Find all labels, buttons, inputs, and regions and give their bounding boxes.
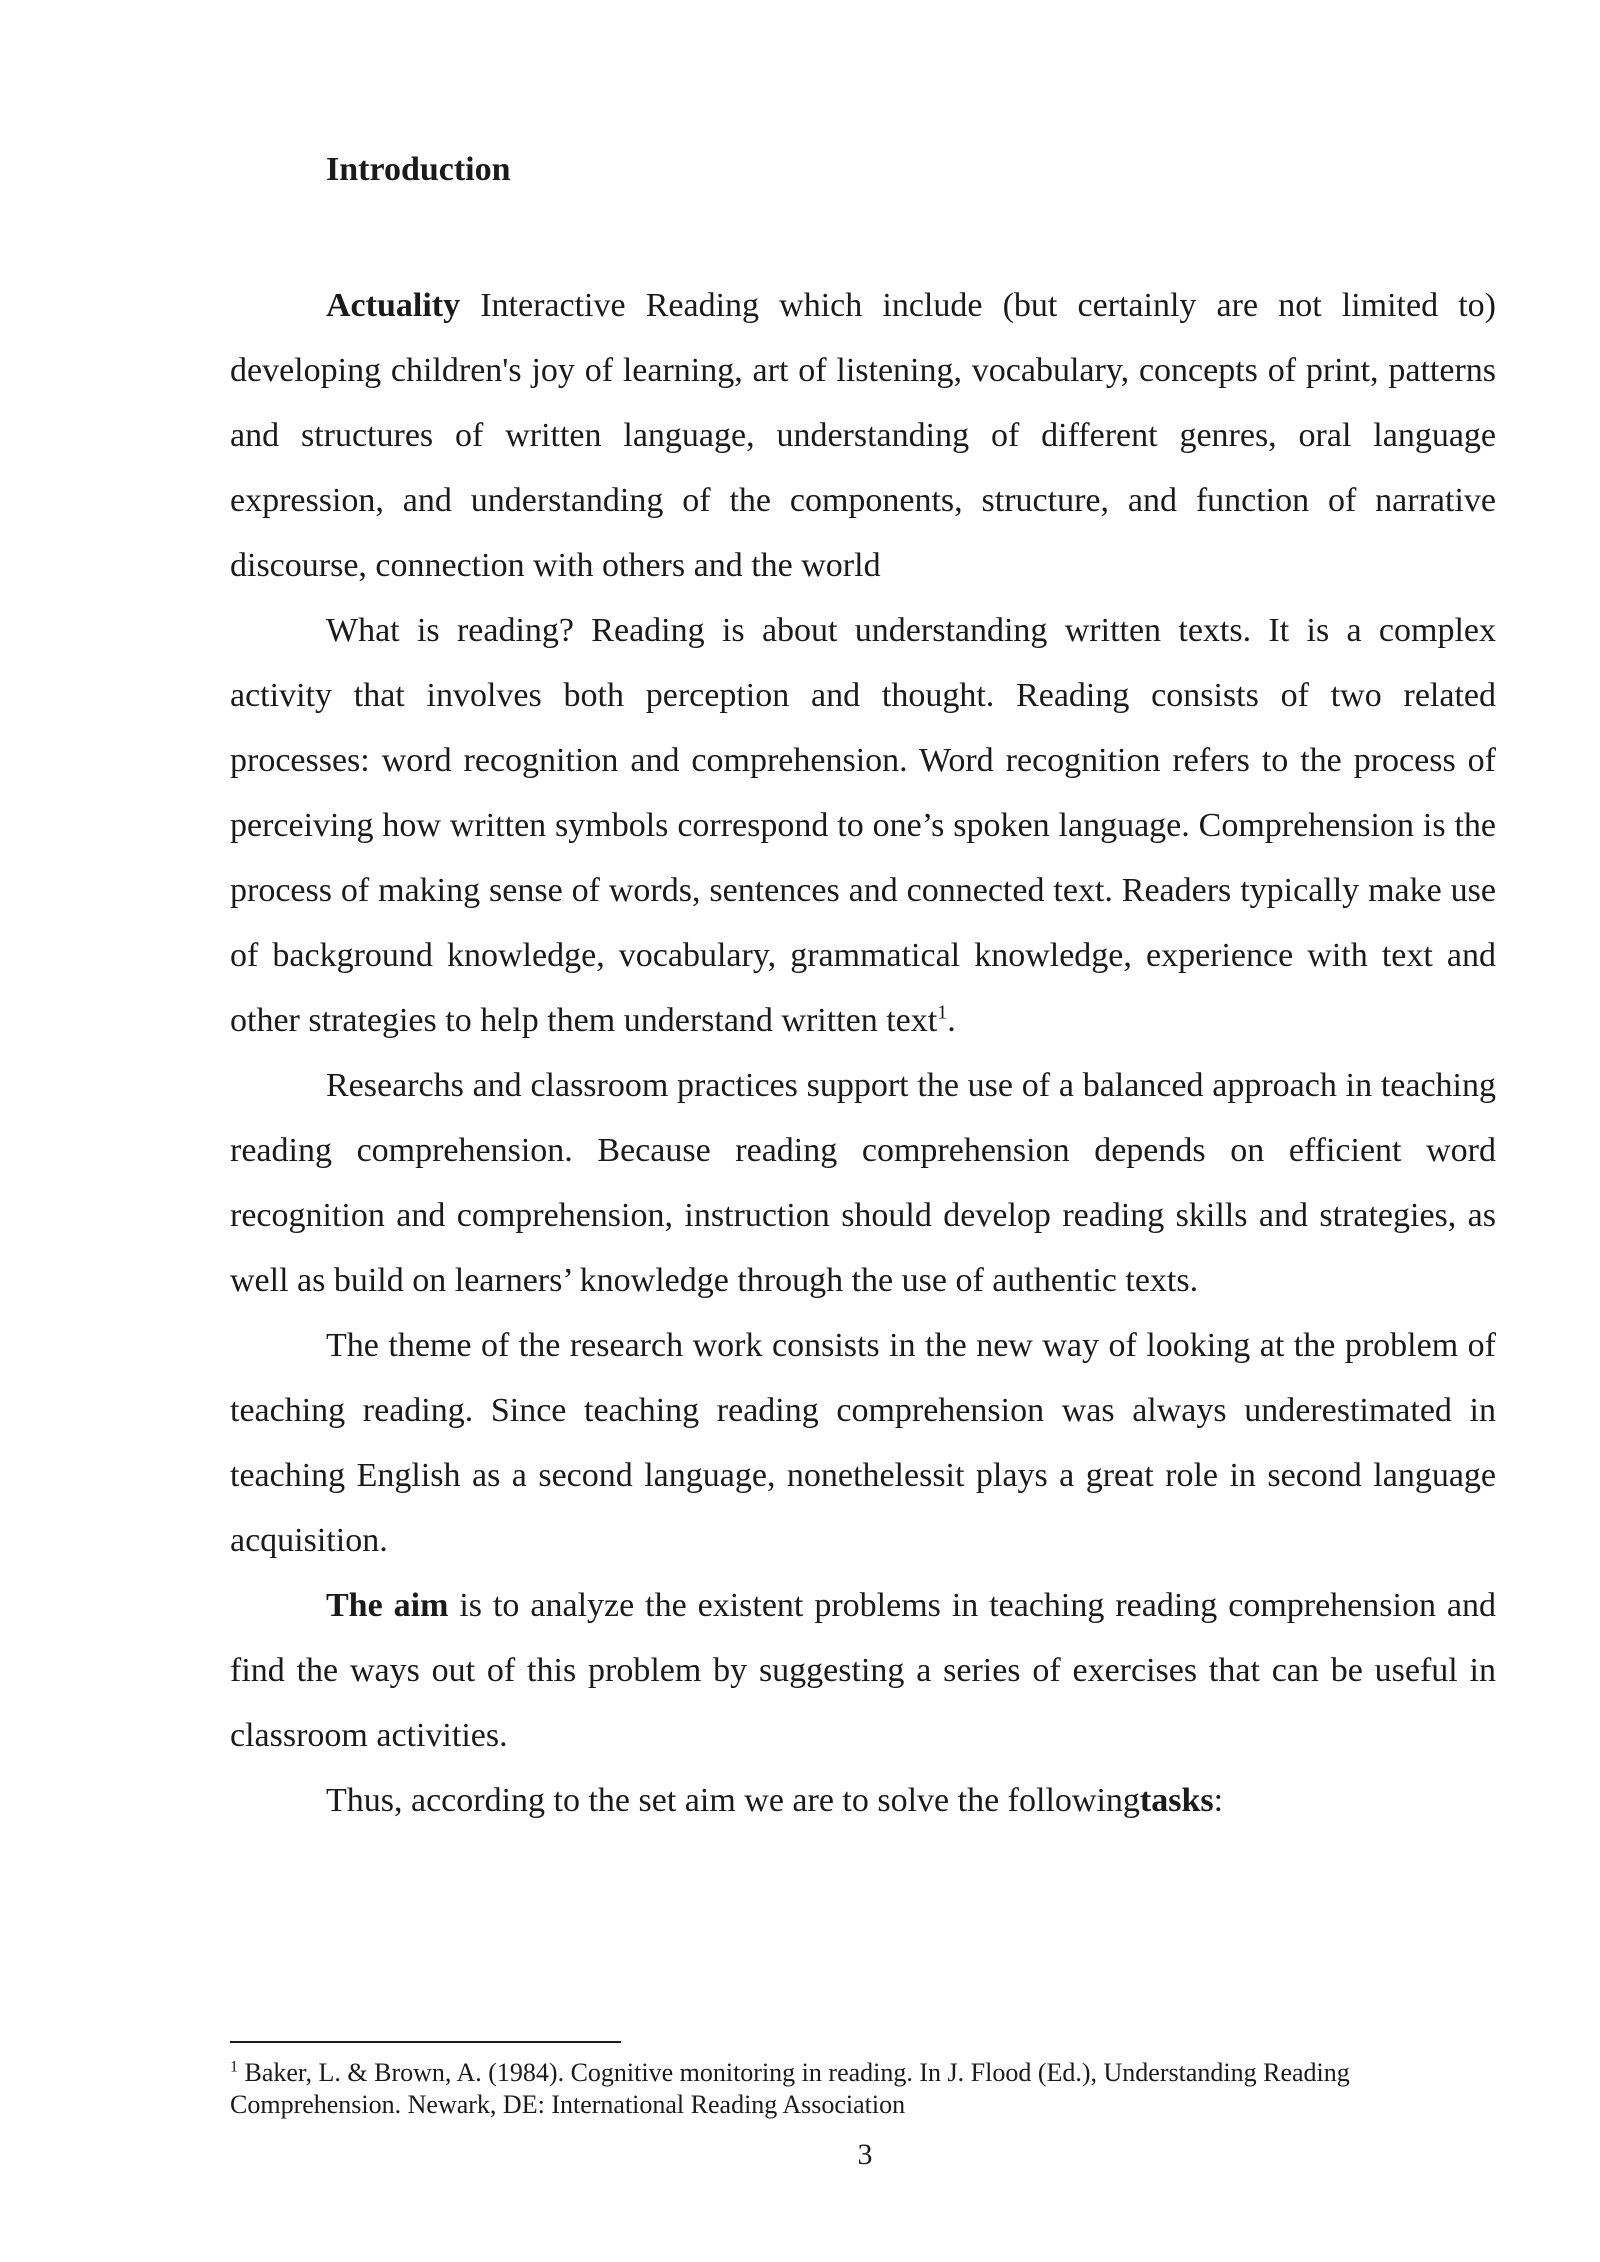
footnote-marker: 1 <box>230 2058 238 2076</box>
footnote <box>230 2057 1496 2121</box>
paragraph-lead-actuality: Actuality <box>326 287 461 324</box>
paragraph-researchs <box>230 1053 1496 1313</box>
paragraph-text: Interactive Reading which include (but certainly are not limited to) developing children's joy of learning, art of listening, vocabulary, concepts of print, patterns and structures of written language, understanding of different genres, oral language expression, and understanding of the components, structure, and function of narrative discourse, connection with others and the world <box>230 287 1496 584</box>
page-number: 3 <box>857 2138 873 2171</box>
paragraph-tasks <box>230 1768 1496 1833</box>
paragraph-text: Researchs and classroom practices support the use of a balanced approach in teaching reading comprehension. Because reading comprehension depends on efficient word recognition and comprehension, instruction should develop reading skills and strategies, as well as build on learners’ knowledge through the use of authentic texts. <box>230 1067 1496 1299</box>
paragraph-text: The theme of the research work consists in the new way of looking at the problem of teaching reading. Since teaching reading comprehension was always underestimated in teaching English as a second language, nonethelessit plays a great role in second language acquisition. <box>230 1327 1496 1559</box>
footnote-separator <box>230 2041 621 2043</box>
paragraph-text-end: : <box>1213 1782 1224 1819</box>
paragraph-aim <box>230 1573 1496 1768</box>
footnote-text: Baker, L. & Brown, A. (1984). Cognitive monitoring in reading. In J. Flood (Ed.), Understanding Reading Comprehension. Newark, DE: International Reading Association <box>230 2058 1350 2119</box>
body-text <box>230 273 1496 1833</box>
paragraph-text-end: . <box>947 1002 956 1039</box>
paragraph-lead-aim: The aim <box>326 1587 449 1624</box>
paragraph-theme <box>230 1313 1496 1573</box>
section-heading: Introduction <box>326 151 511 188</box>
paragraph-actuality <box>230 273 1496 598</box>
paragraph-text: is to analyze the existent problems in teaching reading comprehension and find the ways out of this problem by suggesting a series of exercises that can be useful in classroom activities. <box>230 1587 1496 1754</box>
paragraph-text: What is reading? Reading is about understanding written texts. It is a complex activity that involves both perception and thought. Reading consists of two related processes: word recognition and comprehension. Word recognition refers to the process of perceiving how written symbols correspond to one’s spoken language. Comprehension is the process of making sense of words, sentences and connected text. Readers typically make use of background knowledge, vocabulary, grammatical knowledge, experience with text and other strategies to help them understand written text <box>230 612 1496 1039</box>
paragraph-what-is-reading <box>230 598 1496 1053</box>
paragraph-text: Thus, according to the set aim we are to solve the following <box>326 1782 1140 1819</box>
footnote-reference[interactable]: 1 <box>937 1001 948 1024</box>
paragraph-bold-tasks: tasks <box>1139 1782 1214 1819</box>
